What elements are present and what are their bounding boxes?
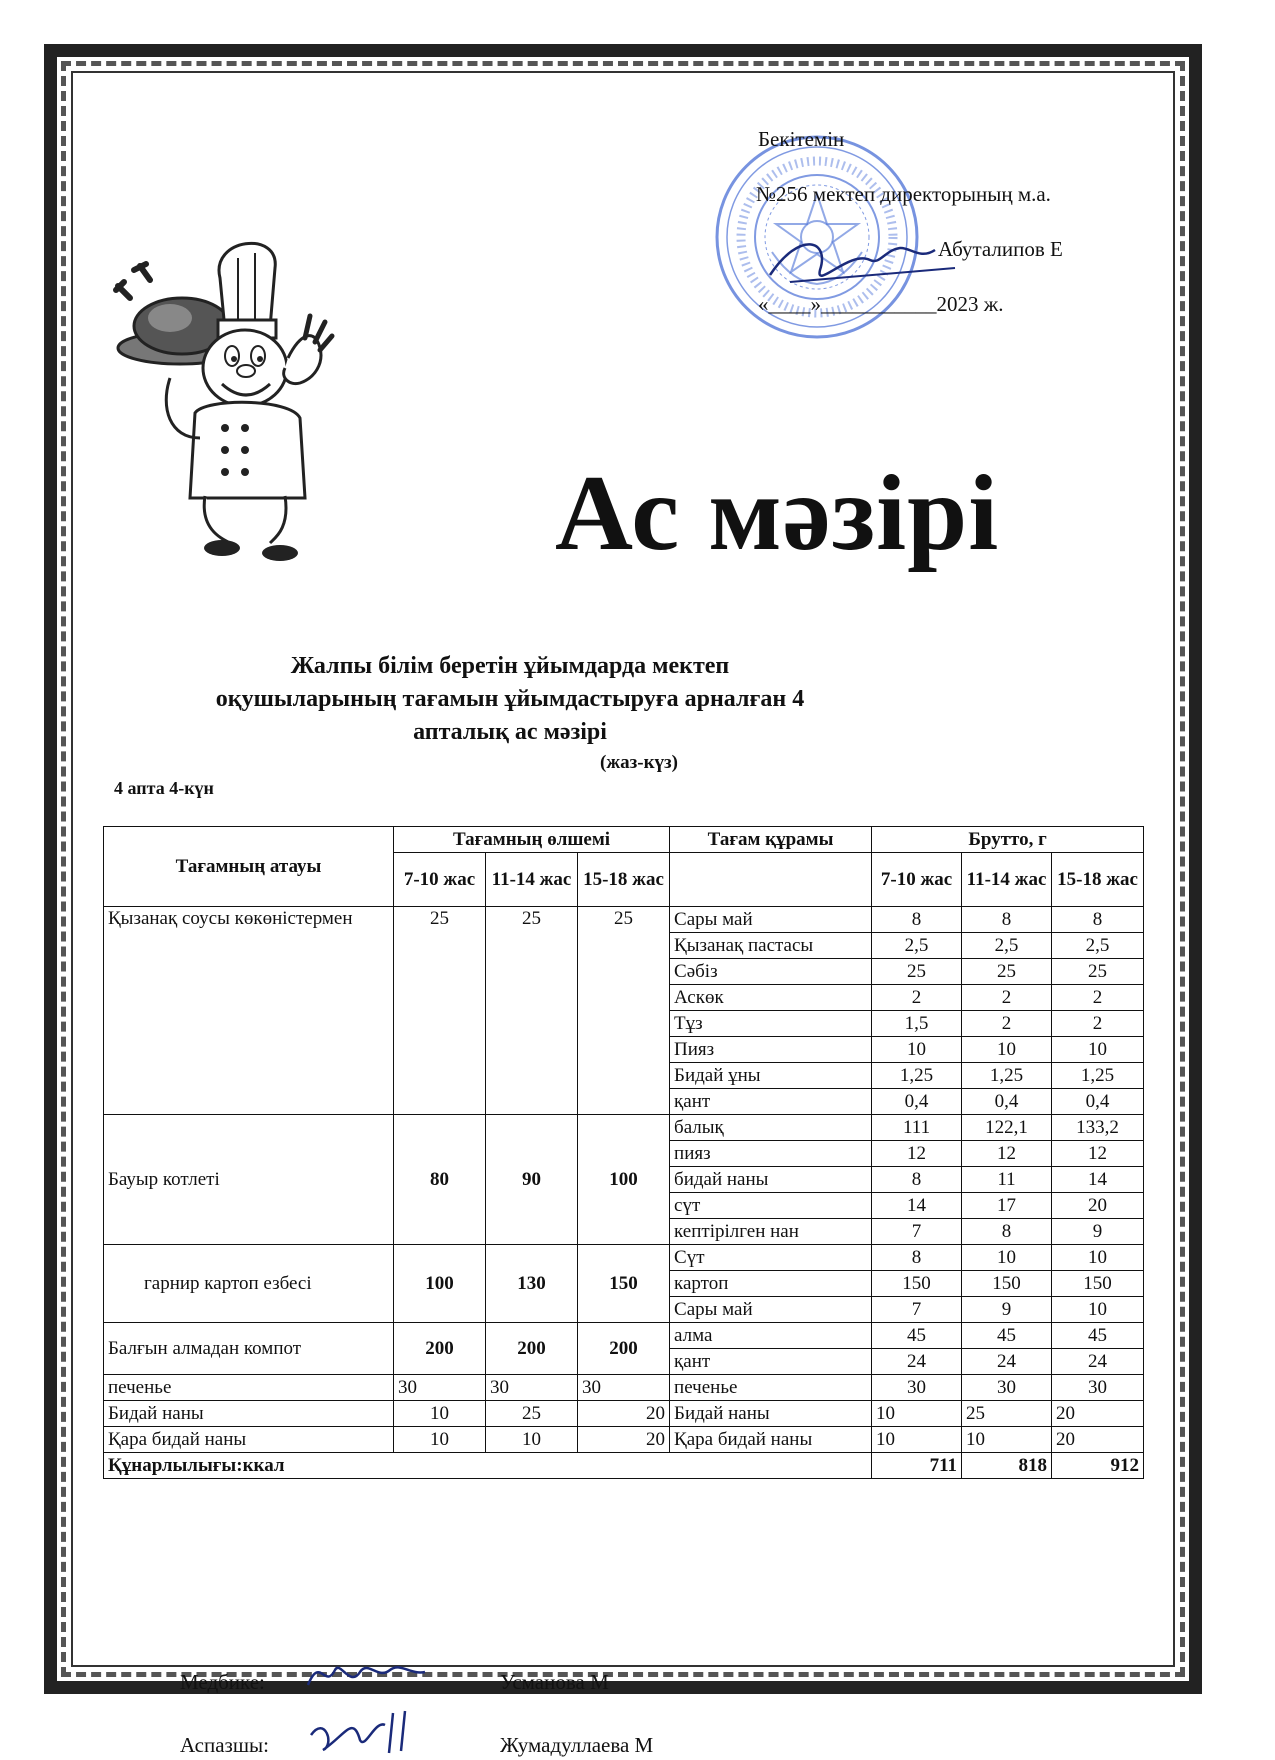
ingredient-brutto-cell: 1,25 — [962, 1063, 1052, 1089]
ingredient-brutto-cell: 9 — [1052, 1219, 1144, 1245]
total-value: 912 — [1052, 1453, 1144, 1479]
ingredient-name-cell: Тұз — [670, 1011, 872, 1037]
ingredient-name-cell: кептірілген нан — [670, 1219, 872, 1245]
ingredient-brutto-cell: 111 — [872, 1115, 962, 1141]
ingredient-brutto-cell: 2,5 — [962, 933, 1052, 959]
ingredient-brutto-cell: 2,5 — [872, 933, 962, 959]
dish-portion-cell: 200 — [486, 1323, 578, 1375]
dish-portion-cell: 30 — [578, 1375, 670, 1401]
table-row — [104, 1115, 1144, 1141]
ingredient-brutto-cell: 11 — [962, 1167, 1052, 1193]
ingredient-brutto-cell: 2 — [962, 1011, 1052, 1037]
dish-name-cell: Балғын алмадан компот — [104, 1323, 394, 1375]
total-label: Құнарлылығы:ккал — [104, 1453, 872, 1479]
ingredient-brutto-cell: 0,4 — [1052, 1089, 1144, 1115]
dish-portion-cell: 20 — [578, 1401, 670, 1427]
dish-portion-cell: 150 — [578, 1245, 670, 1323]
ingredient-brutto-cell: 2,5 — [1052, 933, 1144, 959]
ingredient-brutto-cell: 25 — [1052, 959, 1144, 985]
approval-line-approve: Бекітемін — [758, 127, 845, 151]
ingredient-brutto-cell: 8 — [872, 1245, 962, 1271]
table-row — [104, 1245, 1144, 1271]
header-brutto-age-2: 11-14 жас — [962, 853, 1052, 907]
ingredient-name-cell: Сүт — [670, 1245, 872, 1271]
dish-portion-cell: 10 — [394, 1427, 486, 1453]
nurse-signature — [300, 1650, 430, 1700]
header-portion-age-2: 11-14 жас — [486, 853, 578, 907]
dish-portion-cell: 10 — [394, 1401, 486, 1427]
ingredient-brutto-cell: 10 — [872, 1427, 962, 1453]
ingredient-brutto-cell: 24 — [962, 1349, 1052, 1375]
ingredient-brutto-cell: 8 — [872, 1167, 962, 1193]
dish-portion-cell: 25 — [394, 907, 486, 1115]
dish-name-cell: Қызанақ соусы көкөністермен — [104, 907, 394, 1115]
week-day-label: 4 апта 4-күн — [114, 778, 214, 798]
dish-portion-cell: 20 — [578, 1427, 670, 1453]
table-row — [104, 1427, 1144, 1453]
ingredient-brutto-cell: 9 — [962, 1297, 1052, 1323]
ingredient-brutto-cell: 7 — [872, 1297, 962, 1323]
dish-name-cell: печенье — [104, 1375, 394, 1401]
ingredient-brutto-cell: 10 — [872, 1401, 962, 1427]
ingredient-brutto-cell: 30 — [962, 1375, 1052, 1401]
ingredient-name-cell: қант — [670, 1089, 872, 1115]
ingredient-name-cell: картоп — [670, 1271, 872, 1297]
ingredient-brutto-cell: 45 — [1052, 1323, 1144, 1349]
dish-portion-cell: 25 — [486, 907, 578, 1115]
total-value: 818 — [962, 1453, 1052, 1479]
dish-portion-cell: 200 — [578, 1323, 670, 1375]
dish-portion-cell: 30 — [486, 1375, 578, 1401]
header-dish-name: Тағамның атауы — [104, 827, 394, 907]
ingredient-name-cell: Қара бидай наны — [670, 1427, 872, 1453]
ingredient-brutto-cell: 24 — [872, 1349, 962, 1375]
ingredient-brutto-cell: 1,25 — [872, 1063, 962, 1089]
cook-signature — [305, 1705, 425, 1760]
header-brutto-age-3: 15-18 жас — [1052, 853, 1144, 907]
ingredient-brutto-cell: 14 — [1052, 1167, 1144, 1193]
ingredient-brutto-cell: 10 — [872, 1037, 962, 1063]
header-portion: Тағамның өлшемі — [394, 827, 670, 853]
ingredient-brutto-cell: 25 — [962, 1401, 1052, 1427]
total-row — [104, 1453, 1144, 1479]
approval-line-date: «____»___________2023 ж. — [758, 292, 1004, 316]
approval-line-director: №256 мектеп директорының м.а. — [756, 182, 1051, 206]
cook-name: Жумадуллаева М — [500, 1733, 654, 1757]
menu-table — [103, 826, 1144, 1479]
table-row — [104, 1323, 1144, 1349]
header-portion-age-1: 7-10 жас — [394, 853, 486, 907]
ingredient-brutto-cell: 10 — [962, 1427, 1052, 1453]
ingredient-brutto-cell: 25 — [962, 959, 1052, 985]
page-title: Ас мәзірі — [555, 454, 1000, 573]
dish-portion-cell: 100 — [578, 1115, 670, 1245]
header-portion-age-3: 15-18 жас — [578, 853, 670, 907]
ingredient-brutto-cell: 7 — [872, 1219, 962, 1245]
ingredient-brutto-cell: 14 — [872, 1193, 962, 1219]
cook-label: Аспазшы: — [180, 1733, 269, 1757]
ingredient-brutto-cell: 10 — [1052, 1037, 1144, 1063]
ingredient-name-cell: сүт — [670, 1193, 872, 1219]
ingredient-brutto-cell: 8 — [962, 907, 1052, 933]
dish-name-cell: гарнир картоп езбесі — [104, 1245, 394, 1323]
ingredient-brutto-cell: 25 — [872, 959, 962, 985]
ingredient-brutto-cell: 0,4 — [962, 1089, 1052, 1115]
approval-line-name: Абуталипов Е — [938, 237, 1063, 261]
ingredient-brutto-cell: 1,5 — [872, 1011, 962, 1037]
dish-portion-cell: 80 — [394, 1115, 486, 1245]
ingredient-brutto-cell: 12 — [1052, 1141, 1144, 1167]
table-row — [104, 1375, 1144, 1401]
table-row — [104, 907, 1144, 933]
ingredient-brutto-cell: 10 — [1052, 1245, 1144, 1271]
ingredient-brutto-cell: 24 — [1052, 1349, 1144, 1375]
ingredient-brutto-cell: 45 — [962, 1323, 1052, 1349]
document-subtitle — [110, 650, 910, 749]
ingredient-brutto-cell: 45 — [872, 1323, 962, 1349]
dish-portion-cell: 130 — [486, 1245, 578, 1323]
ingredient-brutto-cell: 2 — [1052, 1011, 1144, 1037]
nurse-name: Усманова М — [500, 1670, 609, 1694]
ingredient-brutto-cell: 150 — [1052, 1271, 1144, 1297]
approval-block — [758, 112, 1063, 332]
ingredient-brutto-cell: 20 — [1052, 1401, 1144, 1427]
dish-portion-cell: 100 — [394, 1245, 486, 1323]
ingredient-name-cell: қант — [670, 1349, 872, 1375]
header-brutto-age-1: 7-10 жас — [872, 853, 962, 907]
ingredient-name-cell: Бидай ұны — [670, 1063, 872, 1089]
chef-illustration — [110, 238, 370, 568]
ingredient-brutto-cell: 8 — [872, 907, 962, 933]
dish-portion-cell: 25 — [578, 907, 670, 1115]
ingredient-brutto-cell: 10 — [1052, 1297, 1144, 1323]
ingredient-brutto-cell: 10 — [962, 1245, 1052, 1271]
ingredient-brutto-cell: 10 — [962, 1037, 1052, 1063]
ingredient-brutto-cell: 8 — [1052, 907, 1144, 933]
ingredient-name-cell: пияз — [670, 1141, 872, 1167]
subtitle-line-2: оқушыларының тағамын ұйымдастыруға арналған 4 — [215, 686, 805, 712]
ingredient-brutto-cell: 30 — [872, 1375, 962, 1401]
ingredient-name-cell: Сары май — [670, 1297, 872, 1323]
dish-portion-cell: 90 — [486, 1115, 578, 1245]
ingredient-brutto-cell: 2 — [962, 985, 1052, 1011]
ingredient-brutto-cell: 8 — [962, 1219, 1052, 1245]
dish-portion-cell: 200 — [394, 1323, 486, 1375]
dish-portion-cell: 25 — [486, 1401, 578, 1427]
ingredient-name-cell: Бидай наны — [670, 1401, 872, 1427]
table-row — [104, 1401, 1144, 1427]
ingredient-name-cell: балық — [670, 1115, 872, 1141]
ingredient-name-cell: алма — [670, 1323, 872, 1349]
ingredient-brutto-cell: 20 — [1052, 1427, 1144, 1453]
ingredient-name-cell: Сәбіз — [670, 959, 872, 985]
ingredient-name-cell: бидай наны — [670, 1167, 872, 1193]
ingredient-brutto-cell: 12 — [872, 1141, 962, 1167]
subtitle-line-3: апталық ас мәзірі — [413, 719, 607, 745]
header-brutto: Брутто, г — [872, 827, 1144, 853]
dish-name-cell: Бидай наны — [104, 1401, 394, 1427]
ingredient-name-cell: Сары май — [670, 907, 872, 933]
dish-name-cell: Бауыр котлеті — [104, 1115, 394, 1245]
ingredient-brutto-cell: 17 — [962, 1193, 1052, 1219]
ingredient-name-cell: печенье — [670, 1375, 872, 1401]
ingredient-brutto-cell: 150 — [962, 1271, 1052, 1297]
ingredient-brutto-cell: 2 — [872, 985, 962, 1011]
ingredient-brutto-cell: 0,4 — [872, 1089, 962, 1115]
ingredient-name-cell: Қызанақ пастасы — [670, 933, 872, 959]
dish-portion-cell: 10 — [486, 1427, 578, 1453]
header-composition: Тағам құрамы — [670, 827, 872, 853]
ingredient-brutto-cell: 30 — [1052, 1375, 1144, 1401]
season-label: (жаз-күз) — [600, 752, 678, 773]
ingredient-brutto-cell: 150 — [872, 1271, 962, 1297]
ingredient-brutto-cell: 20 — [1052, 1193, 1144, 1219]
ingredient-brutto-cell: 2 — [1052, 985, 1144, 1011]
menu-table-body — [104, 907, 1144, 1479]
ingredient-brutto-cell: 12 — [962, 1141, 1052, 1167]
ingredient-brutto-cell: 122,1 — [962, 1115, 1052, 1141]
subtitle-line-1: Жалпы білім беретін ұйымдарда мектеп — [290, 653, 730, 679]
nurse-label: Медбике: — [180, 1670, 265, 1694]
ingredient-brutto-cell: 1,25 — [1052, 1063, 1144, 1089]
dish-portion-cell: 30 — [394, 1375, 486, 1401]
ingredient-name-cell: Аскөк — [670, 985, 872, 1011]
total-value: 711 — [872, 1453, 962, 1479]
ingredient-name-cell: Пияз — [670, 1037, 872, 1063]
dish-name-cell: Қара бидай наны — [104, 1427, 394, 1453]
header-composition-blank — [670, 853, 872, 907]
ingredient-brutto-cell: 133,2 — [1052, 1115, 1144, 1141]
